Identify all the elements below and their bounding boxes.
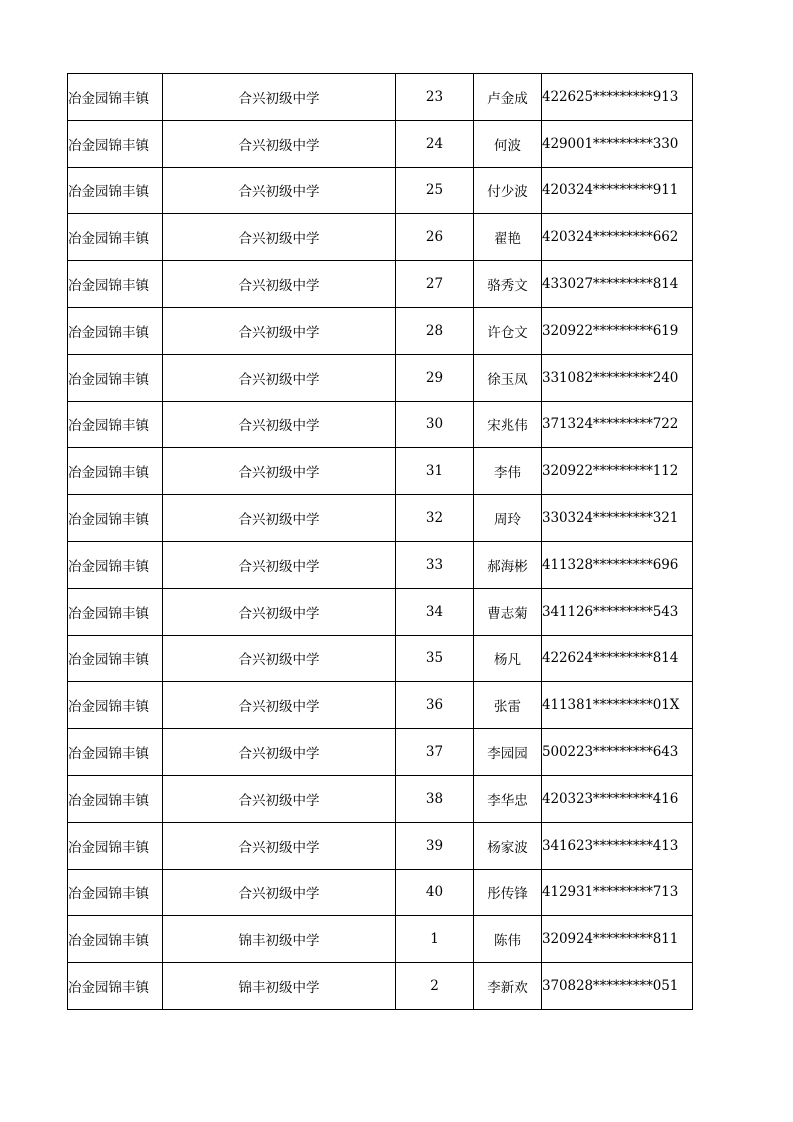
school-cell: 合兴初级中学 — [163, 822, 396, 869]
id-number-cell: 433027*********814 — [542, 261, 693, 308]
school-cell: 锦丰初级中学 — [163, 963, 396, 1010]
number-cell: 35 — [396, 635, 474, 682]
table-row — [68, 541, 693, 588]
name-cell: 陈伟 — [474, 916, 542, 963]
name-cell: 彤传锋 — [474, 869, 542, 916]
id-number-cell: 371324*********722 — [542, 401, 693, 448]
id-number-cell: 412931*********713 — [542, 869, 693, 916]
school-cell: 合兴初级中学 — [163, 167, 396, 214]
id-number-cell: 370828*********051 — [542, 963, 693, 1010]
name-cell: 周玲 — [474, 495, 542, 542]
town-cell: 冶金园锦丰镇 — [68, 822, 163, 869]
id-number-cell: 320922*********619 — [542, 307, 693, 354]
table-row — [68, 916, 693, 963]
name-cell: 郝海彬 — [474, 541, 542, 588]
school-cell: 合兴初级中学 — [163, 682, 396, 729]
town-cell: 冶金园锦丰镇 — [68, 307, 163, 354]
number-cell: 26 — [396, 214, 474, 261]
number-cell: 25 — [396, 167, 474, 214]
table-row — [68, 869, 693, 916]
town-cell: 冶金园锦丰镇 — [68, 635, 163, 682]
name-cell: 翟艳 — [474, 214, 542, 261]
number-cell: 2 — [396, 963, 474, 1010]
table-row — [68, 729, 693, 776]
number-cell: 31 — [396, 448, 474, 495]
table-row — [68, 120, 693, 167]
name-cell: 骆秀文 — [474, 261, 542, 308]
number-cell: 1 — [396, 916, 474, 963]
id-number-cell: 420323*********416 — [542, 775, 693, 822]
name-cell: 李伟 — [474, 448, 542, 495]
id-number-cell: 341623*********413 — [542, 822, 693, 869]
name-cell: 李园园 — [474, 729, 542, 776]
name-cell: 杨家波 — [474, 822, 542, 869]
number-cell: 32 — [396, 495, 474, 542]
number-cell: 27 — [396, 261, 474, 308]
table-row — [68, 401, 693, 448]
town-cell: 冶金园锦丰镇 — [68, 588, 163, 635]
name-cell: 何波 — [474, 120, 542, 167]
school-cell: 合兴初级中学 — [163, 214, 396, 261]
town-cell: 冶金园锦丰镇 — [68, 963, 163, 1010]
table-row — [68, 963, 693, 1010]
school-cell: 合兴初级中学 — [163, 261, 396, 308]
school-cell: 合兴初级中学 — [163, 869, 396, 916]
town-cell: 冶金园锦丰镇 — [68, 401, 163, 448]
table-row — [68, 354, 693, 401]
id-number-cell: 341126*********543 — [542, 588, 693, 635]
table-row — [68, 822, 693, 869]
number-cell: 29 — [396, 354, 474, 401]
town-cell: 冶金园锦丰镇 — [68, 167, 163, 214]
number-cell: 33 — [396, 541, 474, 588]
id-number-cell: 500223*********643 — [542, 729, 693, 776]
name-cell: 李华忠 — [474, 775, 542, 822]
table-row — [68, 167, 693, 214]
table-row — [68, 214, 693, 261]
school-cell: 合兴初级中学 — [163, 775, 396, 822]
town-cell: 冶金园锦丰镇 — [68, 261, 163, 308]
number-cell: 24 — [396, 120, 474, 167]
name-cell: 徐玉凤 — [474, 354, 542, 401]
id-number-cell: 422624*********814 — [542, 635, 693, 682]
number-cell: 38 — [396, 775, 474, 822]
school-cell: 合兴初级中学 — [163, 74, 396, 121]
school-cell: 锦丰初级中学 — [163, 916, 396, 963]
name-cell: 曹志菊 — [474, 588, 542, 635]
town-cell: 冶金园锦丰镇 — [68, 916, 163, 963]
town-cell: 冶金园锦丰镇 — [68, 214, 163, 261]
school-cell: 合兴初级中学 — [163, 401, 396, 448]
roster-body — [68, 74, 693, 1010]
town-cell: 冶金园锦丰镇 — [68, 729, 163, 776]
table-row — [68, 588, 693, 635]
table-row — [68, 682, 693, 729]
id-number-cell: 330324*********321 — [542, 495, 693, 542]
town-cell: 冶金园锦丰镇 — [68, 448, 163, 495]
town-cell: 冶金园锦丰镇 — [68, 682, 163, 729]
town-cell: 冶金园锦丰镇 — [68, 354, 163, 401]
name-cell: 许仓文 — [474, 307, 542, 354]
town-cell: 冶金园锦丰镇 — [68, 495, 163, 542]
table-row — [68, 448, 693, 495]
table-row — [68, 775, 693, 822]
id-number-cell: 420324*********662 — [542, 214, 693, 261]
id-number-cell: 411328*********696 — [542, 541, 693, 588]
id-number-cell: 429001*********330 — [542, 120, 693, 167]
name-cell: 宋兆伟 — [474, 401, 542, 448]
number-cell: 36 — [396, 682, 474, 729]
town-cell: 冶金园锦丰镇 — [68, 120, 163, 167]
town-cell: 冶金园锦丰镇 — [68, 869, 163, 916]
id-number-cell: 411381*********01X — [542, 682, 693, 729]
id-number-cell: 422625*********913 — [542, 74, 693, 121]
id-number-cell: 320924*********811 — [542, 916, 693, 963]
table-row — [68, 74, 693, 121]
town-cell: 冶金园锦丰镇 — [68, 74, 163, 121]
number-cell: 37 — [396, 729, 474, 776]
number-cell: 39 — [396, 822, 474, 869]
school-cell: 合兴初级中学 — [163, 307, 396, 354]
roster-table — [67, 73, 693, 1010]
name-cell: 卢金成 — [474, 74, 542, 121]
name-cell: 张雷 — [474, 682, 542, 729]
school-cell: 合兴初级中学 — [163, 588, 396, 635]
number-cell: 30 — [396, 401, 474, 448]
table-row — [68, 495, 693, 542]
town-cell: 冶金园锦丰镇 — [68, 775, 163, 822]
id-number-cell: 320922*********112 — [542, 448, 693, 495]
number-cell: 40 — [396, 869, 474, 916]
id-number-cell: 420324*********911 — [542, 167, 693, 214]
number-cell: 34 — [396, 588, 474, 635]
table-row — [68, 261, 693, 308]
school-cell: 合兴初级中学 — [163, 541, 396, 588]
name-cell: 付少波 — [474, 167, 542, 214]
school-cell: 合兴初级中学 — [163, 495, 396, 542]
town-cell: 冶金园锦丰镇 — [68, 541, 163, 588]
school-cell: 合兴初级中学 — [163, 354, 396, 401]
name-cell: 杨凡 — [474, 635, 542, 682]
school-cell: 合兴初级中学 — [163, 120, 396, 167]
table-row — [68, 307, 693, 354]
number-cell: 28 — [396, 307, 474, 354]
school-cell: 合兴初级中学 — [163, 729, 396, 776]
table-row — [68, 635, 693, 682]
name-cell: 李新欢 — [474, 963, 542, 1010]
school-cell: 合兴初级中学 — [163, 635, 396, 682]
school-cell: 合兴初级中学 — [163, 448, 396, 495]
number-cell: 23 — [396, 74, 474, 121]
id-number-cell: 331082*********240 — [542, 354, 693, 401]
